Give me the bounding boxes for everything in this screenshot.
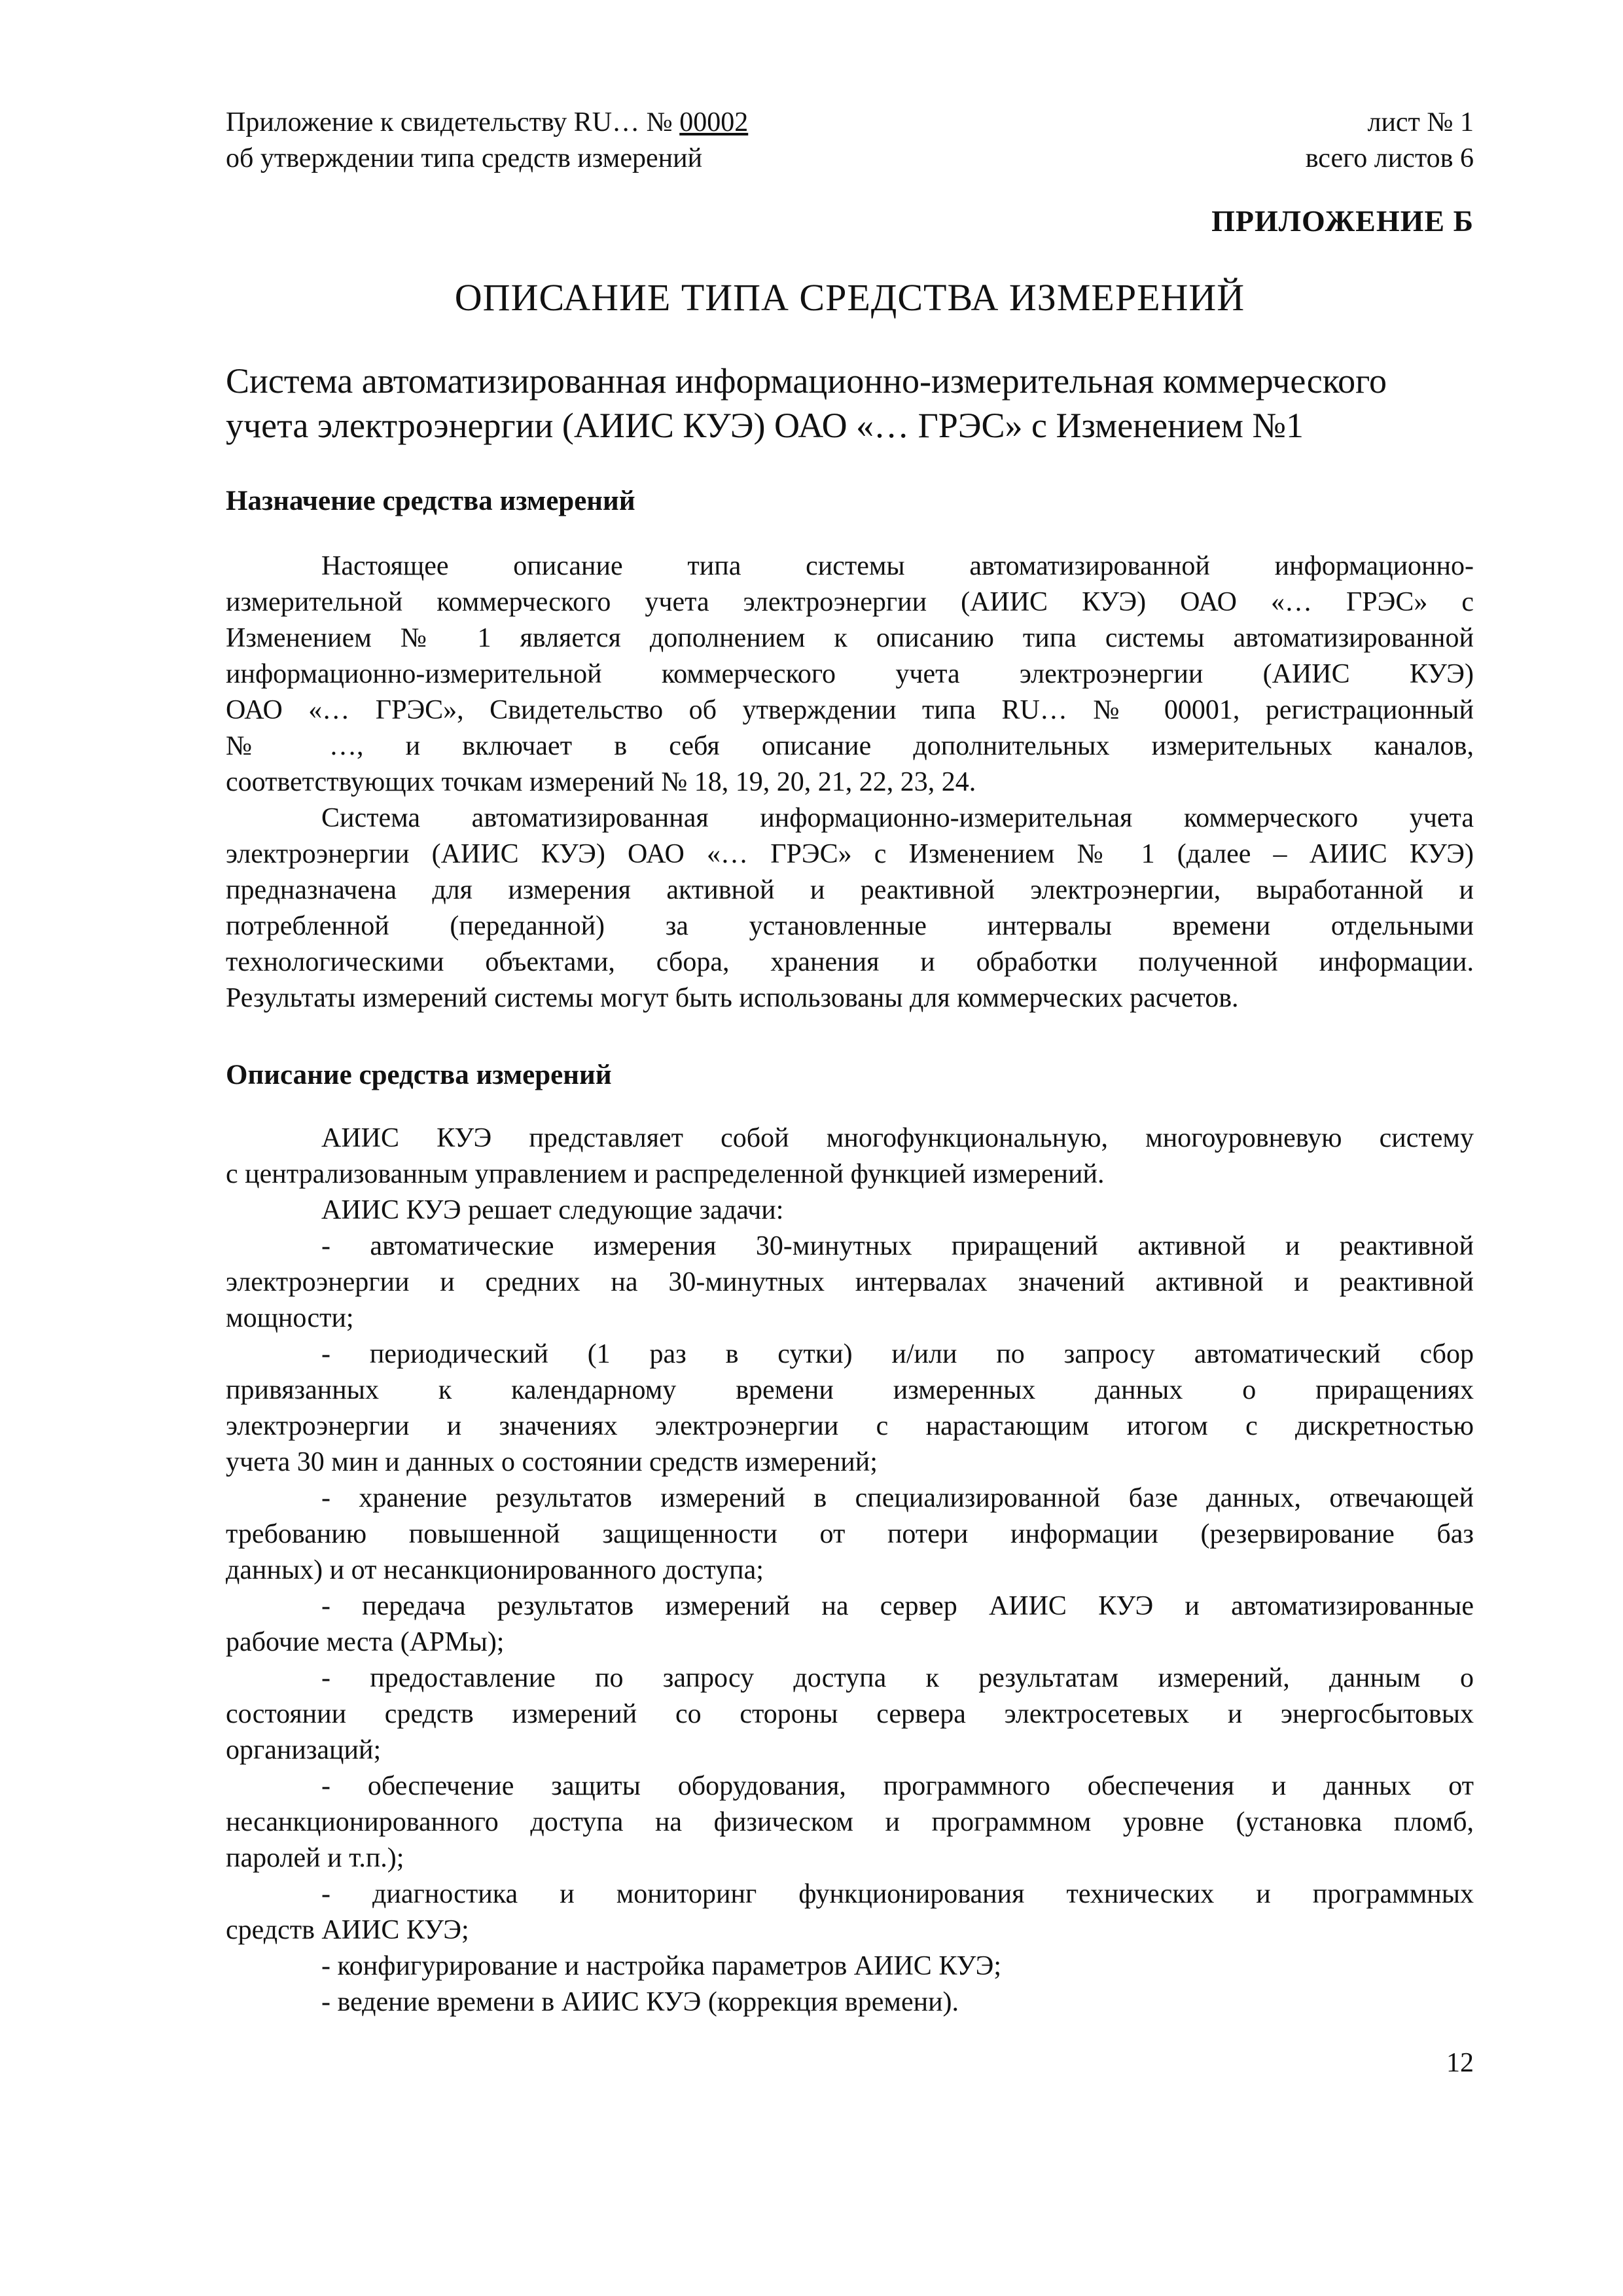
header-certificate-number: 00002 xyxy=(679,107,749,137)
appendix-label: ПРИЛОЖЕНИЕ Б xyxy=(1211,204,1474,238)
paragraph-line: Результаты измерений системы могут быть использованы для коммерческих расчетов. xyxy=(226,983,1239,1013)
list-item xyxy=(226,1336,1474,1480)
header-approval-line: об утверждении типа средств измерений xyxy=(226,143,703,173)
list-item xyxy=(226,1984,1474,2020)
list-item xyxy=(226,1948,1474,1984)
paragraph-line: ОАО «… ГРЭС», Свидетельство об утверждении типа RU… № 00001, регистрационный xyxy=(226,695,1474,725)
paragraph-line: с централизованным управлением и распределенной функцией измерений. xyxy=(226,1159,1105,1189)
list-item xyxy=(226,1768,1474,1876)
paragraph-line: № …, и включает в себя описание дополнительных измерительных каналов, xyxy=(226,731,1474,761)
description-paragraph-1 xyxy=(226,1121,1474,1193)
header-right xyxy=(1081,105,1474,177)
document-title: ОПИСАНИЕ ТИПА СРЕДСТВА ИЗМЕРЕНИЙ xyxy=(454,276,1245,319)
list-item-line: электроэнергии и средних на 30-минутных интервалах значений активной и реактивной xyxy=(226,1267,1474,1297)
paragraph-line: Изменением № 1 является дополнением к описанию типа системы автоматизированной xyxy=(226,623,1474,653)
list-item-line: организаций; xyxy=(226,1735,382,1765)
paragraph-line: информационно-измерительной коммерческого учета электроэнергии (АИИС КУЭ) xyxy=(226,659,1474,689)
system-name xyxy=(226,359,1474,448)
list-item-line: - конфигурирование и настройка параметров АИИС КУЭ; xyxy=(321,1951,1002,1981)
description-paragraph-2 xyxy=(226,1193,1474,1229)
list-item-line: - передача результатов измерений на сервер АИИС КУЭ и автоматизированные xyxy=(321,1591,1474,1621)
list-item-line: - диагностика и мониторинг функционирования технических и программных xyxy=(321,1879,1474,1909)
section-heading-purpose: Назначение средства измерений xyxy=(226,486,635,516)
list-item xyxy=(226,1480,1474,1588)
paragraph-line: потребленной (переданной) за установленные интервалы времени отдельными xyxy=(226,911,1474,941)
list-item-line: - хранение результатов измерений в специализированной базе данных, отвечающей xyxy=(321,1483,1474,1513)
list-item-line: мощности; xyxy=(226,1303,354,1333)
paragraph-line: АИИС КУЭ представляет собой многофункциональную, многоуровневую систему xyxy=(321,1123,1474,1153)
paragraph-line: Система автоматизированная информационно-измерительная коммерческого учета xyxy=(321,803,1474,833)
paragraph-line: АИИС КУЭ решает следующие задачи: xyxy=(321,1195,784,1225)
paragraph-line: предназначена для измерения активной и реактивной электроэнергии, выработанной и xyxy=(226,875,1474,905)
task-list xyxy=(226,1229,1474,2020)
paragraph-line: электроэнергии (АИИС КУЭ) ОАО «… ГРЭС» с Изменением № 1 (далее – АИИС КУЭ) xyxy=(226,839,1474,869)
list-item xyxy=(226,1229,1474,1336)
list-item-line: рабочие места (АРМы); xyxy=(226,1627,505,1657)
header-certificate-line xyxy=(226,105,1077,141)
list-item-line: привязанных к календарному времени измеренных данных о приращениях xyxy=(226,1375,1474,1405)
sheet-total: всего листов 6 xyxy=(1305,143,1474,173)
list-item-line: данных) и от несанкционированного доступа; xyxy=(226,1555,764,1585)
list-item-line: - предоставление по запросу доступа к результатам измерений, данным о xyxy=(321,1663,1474,1693)
list-item xyxy=(226,1588,1474,1660)
header-left xyxy=(226,105,1077,177)
list-item-line: - периодический (1 раз в сутки) и/или по запросу автоматический сбор xyxy=(321,1339,1474,1369)
paragraph-line: соответствующих точкам измерений № 18, 19, 20, 21, 22, 23, 24. xyxy=(226,767,976,797)
list-item xyxy=(226,1876,1474,1948)
system-name-line: учета электроэнергии (АИИС КУЭ) ОАО «… ГРЭС» с Изменением №1 xyxy=(226,406,1304,445)
page-number: 12 xyxy=(1446,2048,1474,2078)
list-item-line: - обеспечение защиты оборудования, программного обеспечения и данных от xyxy=(321,1771,1474,1801)
system-name-line: Система автоматизированная информационно-измерительная коммерческого xyxy=(226,361,1387,401)
header-certificate-prefix: Приложение к свидетельству RU… № xyxy=(226,107,680,137)
purpose-paragraph-1 xyxy=(226,548,1474,800)
list-item-line: несанкционированного доступа на физическом и программном уровне (установка пломб, xyxy=(226,1807,1474,1837)
section-heading-description: Описание средства измерений xyxy=(226,1060,612,1090)
list-item-line: электроэнергии и значениях электроэнергии с нарастающим итогом с дискретностью xyxy=(226,1411,1474,1441)
list-item-line: паролей и т.п.); xyxy=(226,1843,404,1873)
list-item xyxy=(226,1660,1474,1768)
list-item-line: учета 30 мин и данных о состоянии средств измерений; xyxy=(226,1447,878,1477)
paragraph-line: Настоящее описание типа системы автоматизированной информационно- xyxy=(321,551,1474,581)
list-item-line: требованию повышенной защищенности от потери информации (резервирование баз xyxy=(226,1519,1474,1549)
paragraph-line: измерительной коммерческого учета электроэнергии (АИИС КУЭ) ОАО «… ГРЭС» с xyxy=(226,587,1474,617)
sheet-number: лист № 1 xyxy=(1367,107,1474,137)
list-item-line: - ведение времени в АИИС КУЭ (коррекция времени). xyxy=(321,1987,959,2017)
list-item-line: средств АИИС КУЭ; xyxy=(226,1915,469,1945)
purpose-paragraph-2 xyxy=(226,800,1474,1016)
list-item-line: - автоматические измерения 30-минутных приращений активной и реактивной xyxy=(321,1231,1474,1261)
list-item-line: состоянии средств измерений со стороны сервера электросетевых и энергосбытовых xyxy=(226,1699,1474,1729)
paragraph-line: технологическими объектами, сбора, хранения и обработки полученной информации. xyxy=(226,947,1474,977)
